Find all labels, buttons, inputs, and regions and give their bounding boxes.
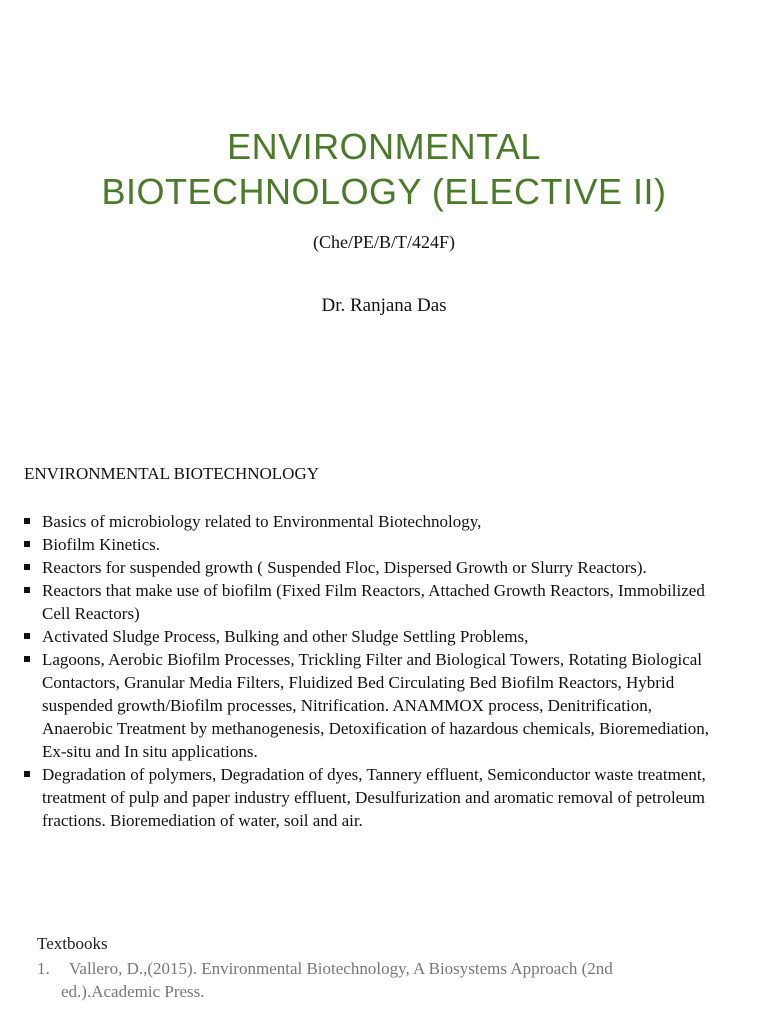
list-item — [24, 648, 724, 763]
topic-text: Reactors that make use of biofilm (Fixed Film Reactors, Attached Growth Reactors, Immobilized Cell Reactors) — [42, 581, 705, 623]
list-item — [24, 510, 724, 533]
textbook-list — [37, 957, 697, 1003]
topic-text: Degradation of polymers, Degradation of dyes, Tannery effluent, Semiconductor waste treatment, treatment of pulp and paper industry effluent, Desulfurization and aromatic removal of petroleum fractions. Bioremediation of water, soil and air. — [42, 765, 706, 830]
list-number: 1. — [37, 959, 50, 978]
section-heading: ENVIRONMENTAL BIOTECHNOLOGY — [24, 464, 320, 483]
square-bullet-icon — [24, 564, 30, 570]
list-item — [24, 763, 724, 832]
title-line-2: BIOTECHNOLOGY (ELECTIVE II) — [101, 171, 667, 212]
list-item — [24, 556, 724, 579]
list-item — [24, 579, 724, 625]
list-item — [24, 625, 724, 648]
topic-text: Basics of microbiology related to Environmental Biotechnology, — [42, 512, 482, 531]
textbook-reference: Vallero, D.,(2015). Environmental Biotechnology, A Biosystems Approach (2nd ed.).Academic Press. — [61, 959, 613, 1001]
topic-text: Activated Sludge Process, Bulking and other Sludge Settling Problems, — [42, 627, 529, 646]
square-bullet-icon — [24, 633, 30, 639]
course-code: (Che/PE/B/T/424F) — [312, 232, 455, 252]
topic-text: Biofilm Kinetics. — [42, 535, 161, 554]
topic-text: Lagoons, Aerobic Biofilm Processes, Trickling Filter and Biological Towers, Rotating Biological Contactors, Granular Media Filters, Fluidized Bed Circulating Bed Biofilm Reactors, Hybrid suspended growth/Biofilm processes, Nitrification. ANAMMOX process, Denitrification, Anaerobic Treatment by methanogenesis, Detoxification of hazardous chemicals, Bioremediation, Ex-situ and In situ applications. — [42, 650, 710, 761]
list-item — [24, 533, 724, 556]
square-bullet-icon — [24, 518, 30, 524]
topic-text: Reactors for suspended growth ( Suspended Floc, Dispersed Growth or Slurry Reactors). — [42, 558, 647, 577]
document-title — [0, 124, 768, 214]
textbooks-heading: Textbooks — [37, 934, 108, 953]
square-bullet-icon — [24, 541, 30, 547]
list-item — [37, 957, 697, 1003]
square-bullet-icon — [24, 656, 30, 662]
square-bullet-icon — [24, 587, 30, 593]
square-bullet-icon — [24, 771, 30, 777]
topic-list — [24, 510, 724, 832]
title-line-1: ENVIRONMENTAL — [227, 126, 541, 167]
author-name: Dr. Ranjana Das — [321, 295, 447, 316]
